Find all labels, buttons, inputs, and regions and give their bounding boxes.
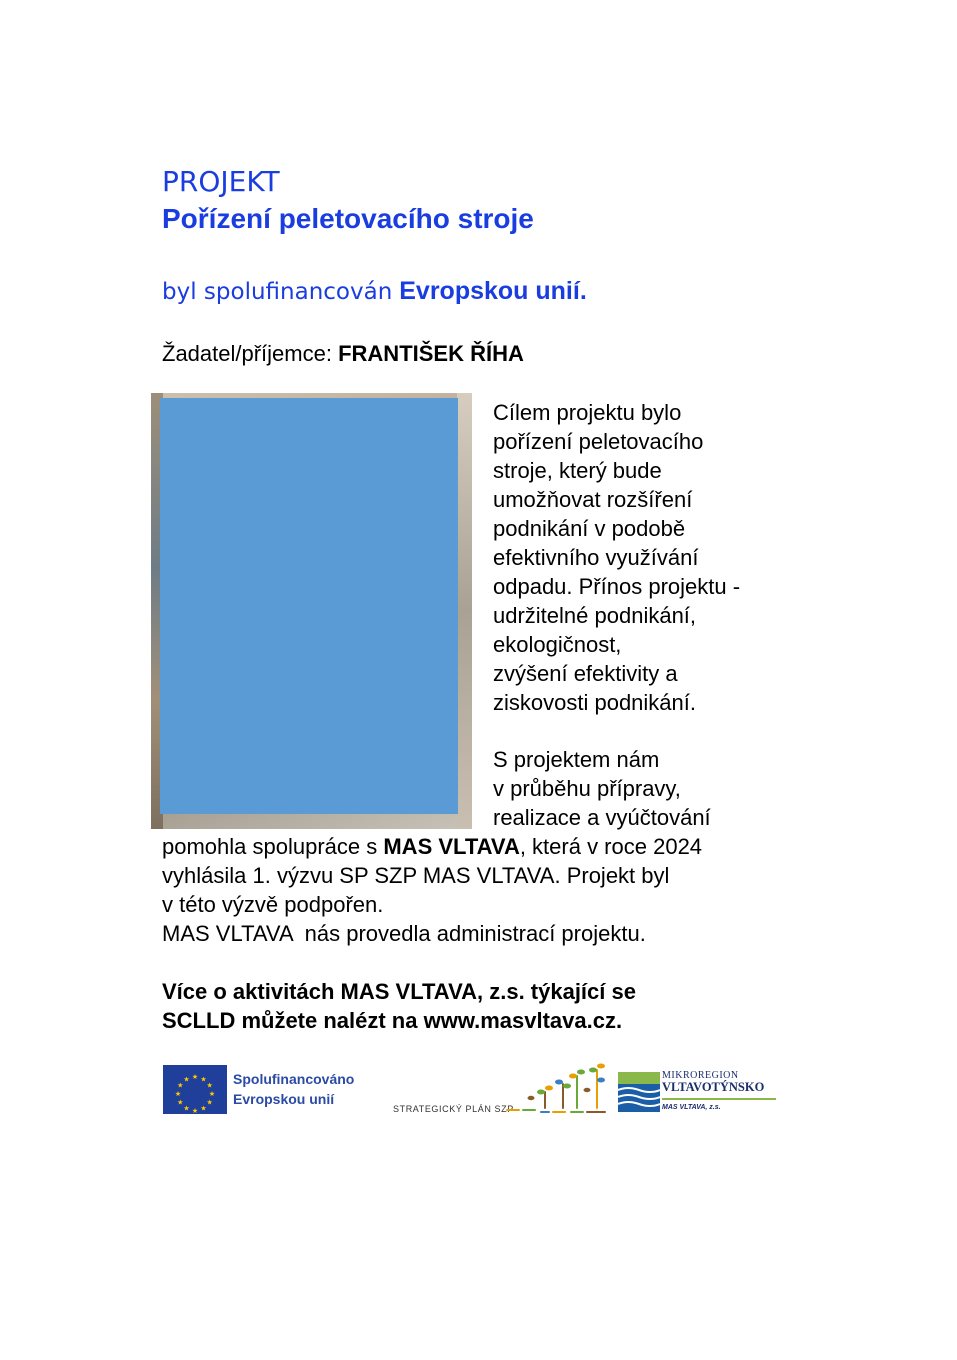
svg-text:★: ★ — [206, 1098, 213, 1107]
eu-flag-icon — [163, 1065, 227, 1114]
eu-logo-text — [233, 1069, 354, 1109]
bottom-line-2: vyhlásila 1. výzvu SP SZP MAS VLTAVA. Projekt byl — [162, 863, 670, 888]
svg-text:★: ★ — [206, 1081, 213, 1090]
project-label: PROJEKT — [162, 165, 280, 198]
svg-text:★: ★ — [200, 1075, 207, 1084]
eu-logo-line-1: Spolufinancováno — [233, 1071, 355, 1087]
mikroregion-top-label: MIKROREGION — [662, 1070, 739, 1081]
photo-redaction-block — [160, 398, 458, 814]
svg-text:★: ★ — [177, 1081, 184, 1090]
cofinanced-by: Evropskou unií. — [399, 277, 587, 305]
info-line: SCLLD můžete nalézt na www.masvltava.cz. — [162, 1008, 623, 1033]
applicant-label: Žadatel/příjemce: — [162, 341, 332, 366]
goal-line: efektivního využívání — [493, 545, 699, 570]
goal-line: odpadu. Přínos projektu - — [493, 574, 741, 599]
mas-vltava-bold: MAS VLTAVA — [383, 834, 520, 859]
goal-line: ekologičnost, — [493, 632, 622, 657]
eu-cofinanced-logo — [163, 1065, 368, 1114]
cofinanced-prefix: byl spolufinancován — [162, 279, 393, 305]
cooperation-line: realizace a vyúčtování — [493, 805, 711, 830]
cofinanced-line — [162, 276, 587, 307]
svg-text:★: ★ — [191, 1073, 199, 1081]
svg-text:★: ★ — [174, 1090, 182, 1098]
project-goal-text — [493, 398, 813, 717]
svg-text:★: ★ — [200, 1104, 207, 1113]
mikroregion-divider — [662, 1098, 776, 1100]
svg-text:★: ★ — [183, 1104, 190, 1113]
applicant-name: FRANTIŠEK ŘÍHA — [338, 341, 524, 366]
goal-line: stroje, který bude — [493, 458, 662, 483]
cooperation-line: v průběhu přípravy, — [493, 776, 681, 801]
cooperation-continued-text — [162, 832, 862, 948]
goal-line: podnikání v podobě — [493, 516, 686, 541]
goal-line: pořízení peletovacího — [493, 429, 704, 454]
goal-line: Cílem projektu bylo — [493, 400, 682, 425]
svg-text:★: ★ — [183, 1075, 190, 1084]
goal-line: zvýšení efektivity a — [493, 661, 678, 686]
mikroregion-logo — [618, 1068, 778, 1118]
svg-text:★: ★ — [177, 1098, 184, 1107]
szp-logo-label: STRATEGICKÝ PLÁN SZP — [393, 1104, 514, 1114]
info-line: Více o aktivitách MAS VLTAVA, z.s. týkající se — [162, 979, 636, 1004]
applicant-line — [162, 340, 524, 368]
goal-line: ziskovosti podnikání. — [493, 690, 696, 715]
eu-logo-line-2: Evropskou unií — [233, 1091, 335, 1107]
mikroregion-subtitle: MAS VLTAVA, z.s. — [662, 1104, 721, 1111]
bottom-line-1-prefix: pomohla spolupráce s — [162, 834, 384, 859]
project-title: Pořízení peletovacího stroje — [162, 203, 534, 234]
goal-line: udržitelné podnikání, — [493, 603, 697, 628]
mikroregion-name: VLTAVOTÝNSKO — [662, 1080, 765, 1094]
bottom-line-3: v této výzvě podpořen. — [162, 892, 384, 917]
svg-text:★: ★ — [208, 1090, 216, 1098]
cooperation-text — [493, 745, 813, 832]
bottom-line-1 — [162, 832, 862, 861]
svg-text:★: ★ — [191, 1107, 199, 1114]
photo-edge-right — [457, 393, 472, 829]
more-info-text — [162, 977, 636, 1035]
bottom-line-4: MAS VLTAVA nás provedla administrací projektu. — [162, 921, 646, 946]
cooperation-line: S projektem nám — [493, 747, 660, 772]
goal-line: umožňovat rozšíření — [493, 487, 693, 512]
river-emblem-icon — [618, 1072, 660, 1112]
bottom-line-1-suffix: , která v roce 2024 — [519, 834, 703, 859]
szp-sprouts-icon — [505, 1062, 613, 1117]
